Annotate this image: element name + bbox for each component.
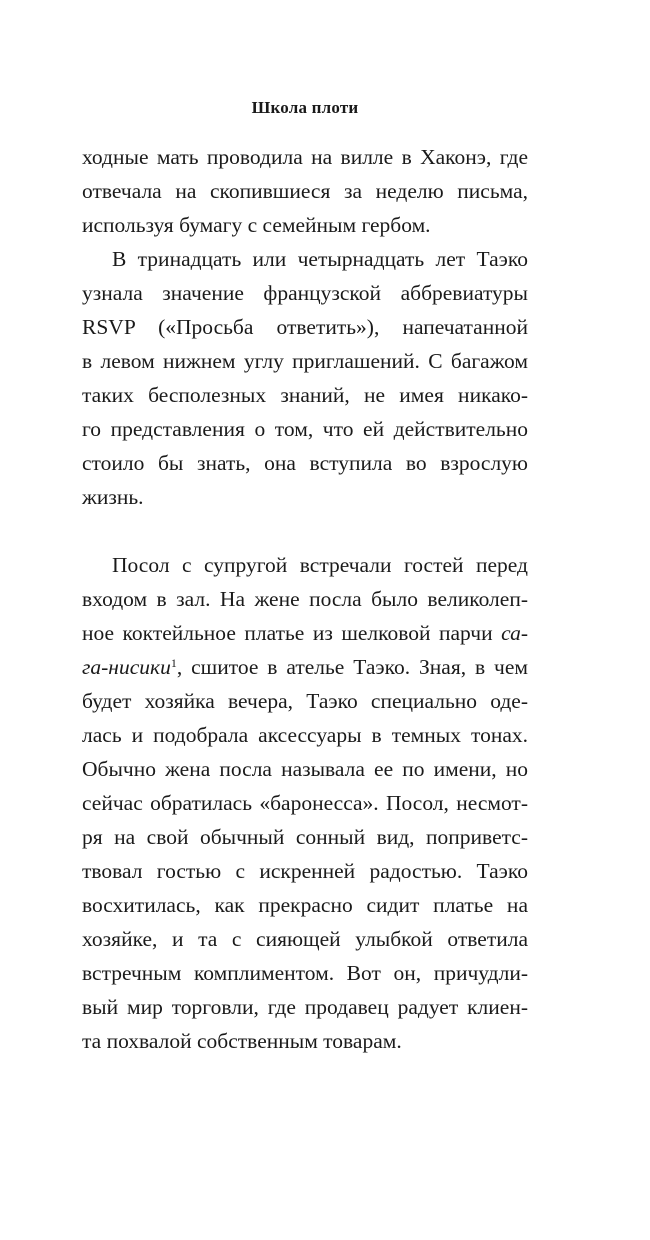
text-line: отвечала на скопившиеся за неделю письма,	[82, 179, 528, 203]
text-line: Обычно жена посла называла ее по имени, но	[82, 757, 528, 781]
running-head: Школа плоти	[251, 98, 359, 117]
text-segment: ное коктейльное платье из шелковой парчи	[82, 621, 493, 645]
text-line: лась и подобрала аксессуары в темных тонах.	[82, 723, 528, 747]
text-line: жизнь.	[82, 485, 144, 509]
text-line: используя бумагу с семейным гербом.	[82, 213, 431, 237]
text-line: го представления о том, что ей действительно	[82, 417, 528, 441]
text-segment: , сшитое в ателье Таэко. Зная, в чем	[176, 655, 528, 679]
text-line	[82, 650, 528, 684]
text-line: входом в зал. На жене посла было великолеп-	[82, 587, 528, 611]
text-line: стоило бы знать, она вступила во взрослую	[82, 451, 528, 475]
text-line: RSVP («Просьба ответить»), напечатанной	[82, 315, 528, 339]
text-line: таких бесполезных знаний, не имея никако-	[82, 383, 528, 407]
text-line: восхитилась, как прекрасно сидит платье на	[82, 893, 528, 917]
text-line	[82, 616, 528, 650]
italic-term: га-нисики	[82, 655, 171, 679]
book-page	[82, 0, 528, 1240]
text-line: хозяйке, и та с сияющей улыбкой ответила	[82, 927, 528, 951]
text-line: узнала значение французской аббревиатуры	[82, 281, 528, 305]
text-line: в левом нижнем углу приглашений. С багажом	[82, 349, 528, 373]
text-line: вый мир торговли, где продавец радует клиен-	[82, 995, 528, 1019]
italic-term: са-	[501, 621, 528, 645]
text-line: ходные мать проводила на вилле в Хаконэ, где	[82, 145, 528, 169]
text-line: В тринадцать или четырнадцать лет Таэко	[112, 247, 528, 271]
text-line: встречным комплиментом. Вот он, причудли-	[82, 961, 528, 985]
text-line: твовал гостью с искренней радостью. Таэко	[82, 859, 528, 883]
text-line: будет хозяйка вечера, Таэко специально оде-	[82, 689, 528, 713]
footnote-reference[interactable]: 1	[170, 656, 177, 670]
text-line: та похвалой собственным товарам.	[82, 1029, 402, 1053]
text-line: сейчас обратилась «баронесса». Посол, несмот-	[82, 791, 528, 815]
text-line: Посол с супругой встречали гостей перед	[112, 553, 528, 577]
text-line: ря на свой обычный сонный вид, поприветс-	[82, 825, 528, 849]
